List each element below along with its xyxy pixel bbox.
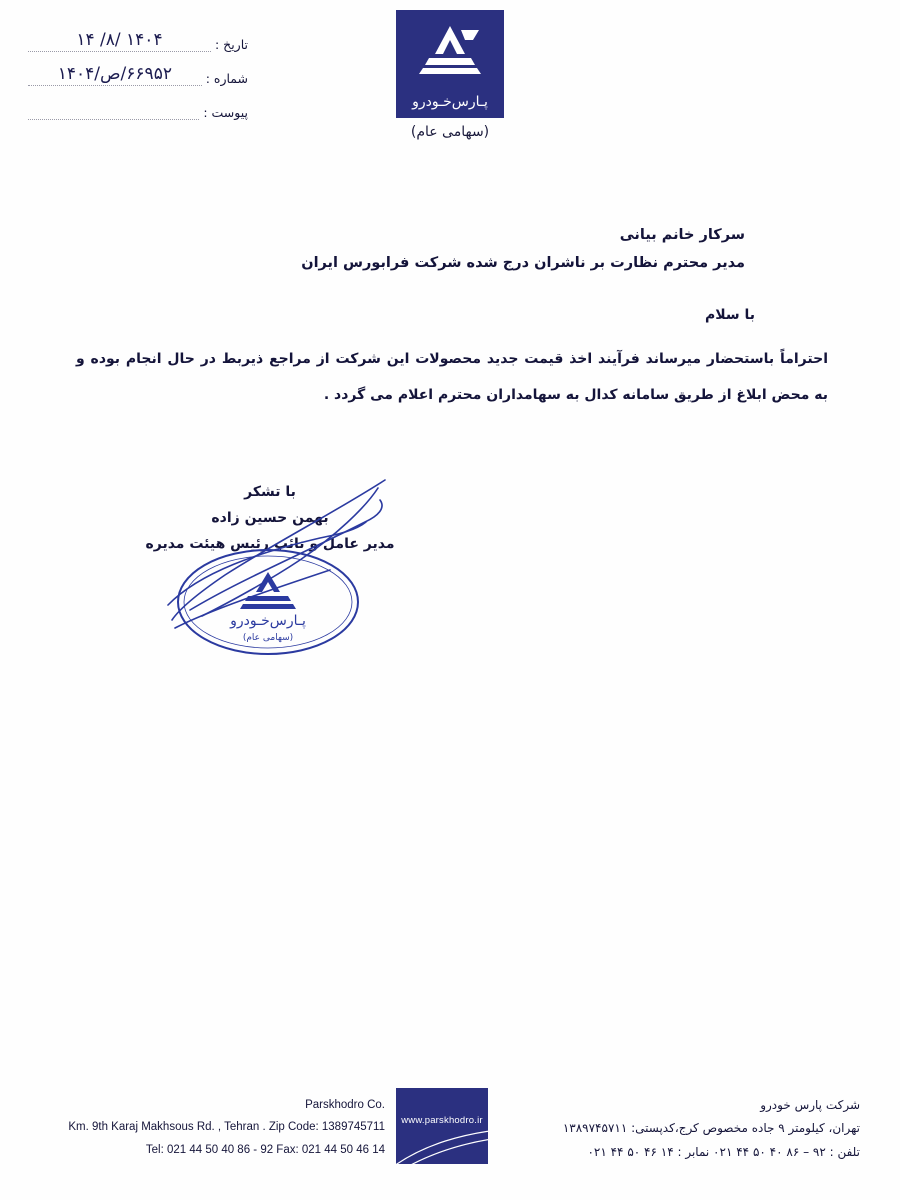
logo-mark-icon [413, 24, 487, 76]
footer-fa-line-1: شرکت پارس خودرو [760, 1098, 860, 1112]
footer-english-address [40, 1094, 385, 1161]
signature-title: مدیر عامل و نائب رئیس هیئت مدیره [145, 535, 395, 552]
footer-fa-line-2: تهران، کیلومتر ۹ جاده مخصوص کرج،کدپستی: ۱۳۸۹۷۴۵۷۱۱ [562, 1121, 860, 1136]
attachment-field-row [28, 98, 248, 120]
svg-text:پـارس‌خـودرو: پـارس‌خـودرو [230, 613, 306, 629]
footer-en-line-3: Tel: 021 44 50 40 86 - 92 Fax: 021 44 50 46 14 [145, 1143, 385, 1156]
addressee-line-1: سرکار خانم بیانی [619, 227, 745, 243]
number-field-value: ۶۶۹۵۲/ص/۱۴۰۴ [28, 64, 202, 86]
footer-persian-address [470, 1094, 860, 1164]
attachment-field-label: پیوست : [203, 105, 248, 120]
svg-text:(سهامی عام): (سهامی عام) [242, 633, 294, 643]
letterhead-fields [28, 30, 248, 132]
signature-block [140, 480, 400, 558]
number-field-row [28, 64, 248, 86]
addressee-block [60, 222, 840, 277]
attachment-field-value [28, 118, 199, 120]
addressee-line-2: مدیر محترم نظارت بر ناشران درج شده شرکت فرابورس ایران [301, 254, 745, 271]
footer-fa-line-3: تلفن : ۹۲ – ۸۶ ۴۰ ۵۰ ۴۴ ۰۲۱ نمابر : ۱۴ ۴۶ ۵۰ ۴۴ ۰۲۱ [587, 1144, 860, 1159]
letter-footer [0, 1086, 900, 1178]
logo-wordmark: پـارس‌خـودرو [412, 94, 488, 110]
letter-body [60, 222, 840, 414]
date-field-label: تاریخ : [214, 37, 248, 52]
date-field-value: ۱۴۰۴ /۸/ ۱۴ [28, 30, 211, 52]
date-field-row [28, 30, 248, 52]
footer-en-line-2: Km. 9th Karaj Makhsous Rd. , Tehran . Zip Code: 1389745711 [68, 1121, 385, 1134]
footer-website-url: www.parskhodro.ir [401, 1115, 483, 1126]
salutation: با سلام [704, 307, 755, 324]
number-field-label: شماره : [205, 71, 248, 86]
signature-thanks: با تشکر [244, 484, 296, 500]
company-stamp-icon [178, 550, 358, 654]
company-logo-block [370, 10, 530, 140]
footer-en-line-1: Parskhodro Co. [305, 1099, 385, 1111]
parskhodro-logo-icon [396, 10, 504, 118]
signature-name: بهمن حسین زاده [211, 509, 329, 526]
letter-paragraph: احتراماً باستحضار میرساند فرآیند اخذ قیمت جدید محصولات این شرکت از مراجع ذیربط در حال انجام بوده و به محض ابلاغ از طریق سامانه کدال به سهامداران محترم اعلام می گردد . [76, 351, 828, 404]
logo-caption: (سهامی عام) [410, 124, 490, 140]
